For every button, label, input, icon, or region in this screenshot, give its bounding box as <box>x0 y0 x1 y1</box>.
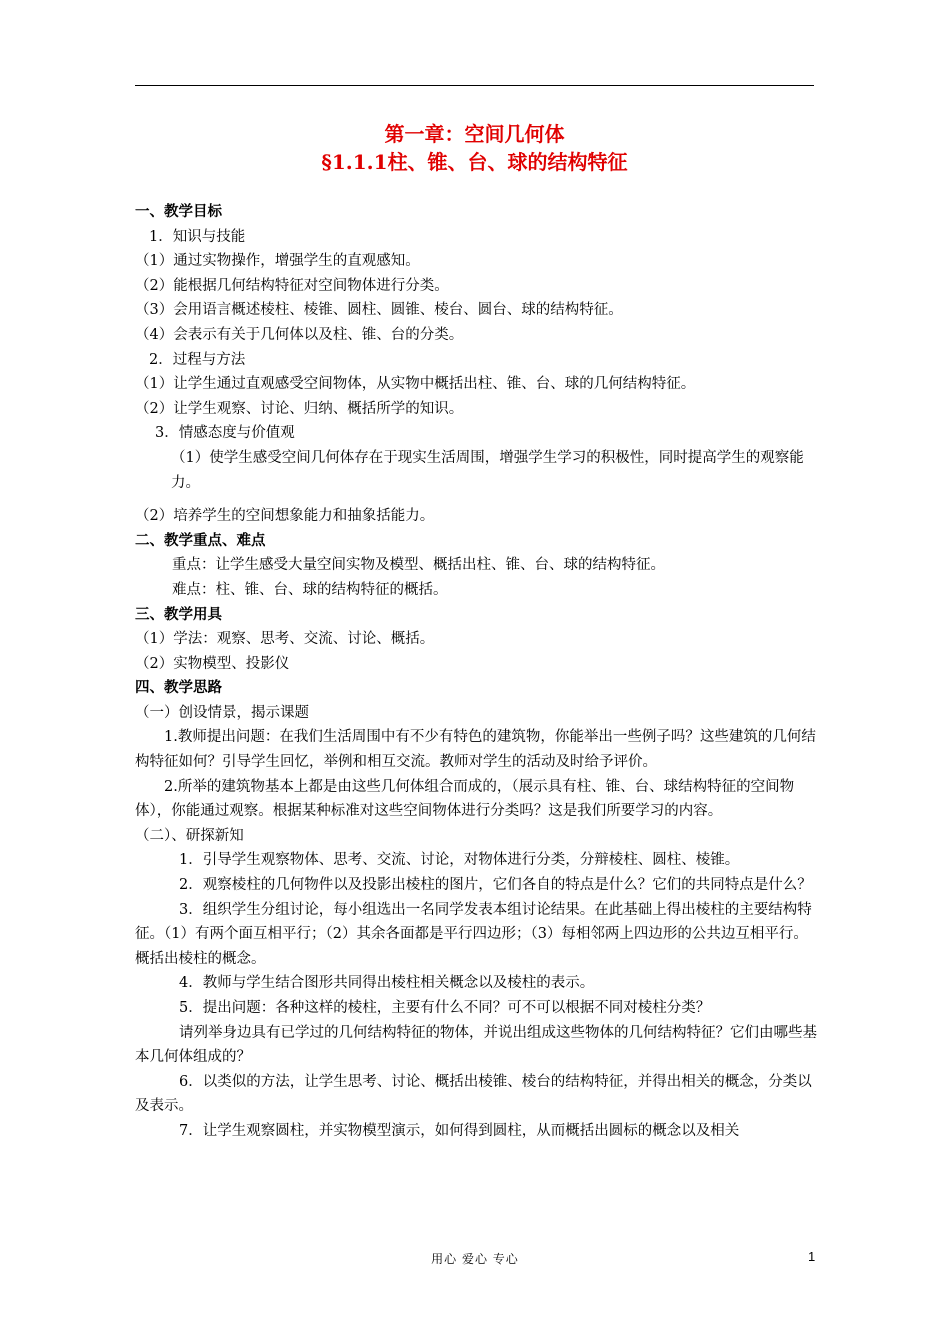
subheading-create-scenario: （一）创设情景，揭示课题 <box>135 704 309 721</box>
paragraph: 6．以类似的方法，让学生思考、讨论、概括出棱锥、棱台的结构特征，并得出相关的概念，分类以及表示。 <box>135 1073 812 1115</box>
document-body <box>135 200 820 1144</box>
list-item: （2）培养学生的空间想象能力和抽象括能力。 <box>135 508 435 525</box>
heading-key-difficult-points: 二、教学重点、难点 <box>135 531 266 549</box>
paragraph: 7．让学生观察圆柱，并实物模型演示，如何得到圆柱，从而概括出圆标的概念以及相关 <box>179 1122 740 1139</box>
paragraph: 1.教师提出问题：在我们生活周围中有不少有特色的建筑物，你能举出一些例子吗？这些建筑的几何结构特征如何？引导学生回忆，举例和相互交流。教师对学生的活动及时给予评价。 <box>135 729 816 771</box>
list-item: （3）会用语言概述棱柱、棱锥、圆柱、圆锥、棱台、圆台、球的结构特征。 <box>135 302 623 319</box>
paragraph: 请列举身边具有已学过的几何结构特征的物体，并说出组成这些物体的几何结构特征？它们由哪些基本几何体组成的？ <box>135 1024 817 1066</box>
subheading-emotion-values: 3．情感态度与价值观 <box>155 425 295 442</box>
chapter-title: 第一章：空间几何体 <box>384 122 565 146</box>
page-number: 1 <box>808 1249 816 1264</box>
paragraph: 2.所举的建筑物基本上都是由这些几何体组合而成的，（展示具有柱、锥、台、球结构特征的空间物体），你能通过观察。根据某种标准对这些空间物体进行分类吗？这是我们所要学习的内容。 <box>135 778 795 820</box>
heading-teaching-goals: 一、教学目标 <box>135 203 222 220</box>
list-item: （2）让学生观察、讨论、归纳、概括所学的知识。 <box>135 400 464 417</box>
section-title: §1.1.1柱、锥、台、球的结构特征 <box>321 150 628 174</box>
list-item: （1）让学生通过直观感受空间物体，从实物中概括出柱、锥、台、球的几何结构特征。 <box>135 376 696 393</box>
paragraph: 4．教师与学生结合图形共同得出棱柱相关概念以及棱柱的表示。 <box>179 975 595 992</box>
paragraph: 1．引导学生观察物体、思考、交流、讨论，对物体进行分类，分辩棱柱、圆柱、棱锥。 <box>179 852 740 869</box>
list-item: （1）通过实物操作，增强学生的直观感知。 <box>135 253 420 270</box>
paragraph: 2．观察棱柱的几何物件以及投影出棱柱的图片，它们各自的特点是什么？它们的共同特点是什么？ <box>179 877 812 894</box>
list-item: （4）会表示有关于几何体以及柱、锥、台的分类。 <box>135 326 464 343</box>
difficult-point: 难点：柱、锥、台、球的结构特征的概括。 <box>172 581 448 598</box>
list-item: （1）使学生感受空间几何体存在于现实生活周围，增强学生学习的积极性，同时提高学生的观察能力。 <box>171 449 804 491</box>
paragraph: 3．组织学生分组讨论，每小组选出一名同学发表本组讨论结果。在此基础上得出棱柱的主要结构特征。（1）有两个面互相平行；（2）其余各面都是平行四边形；（3）每相邻两上四边形的公共边互相平行。概括出棱柱的概念。 <box>135 901 812 967</box>
list-item: （2）实物模型、投影仪 <box>135 655 290 672</box>
list-item: （1）学法：观察、思考、交流、讨论、概括。 <box>135 631 435 648</box>
heading-teaching-tools: 三、教学用具 <box>135 605 222 623</box>
subheading-process-method: 2．过程与方法 <box>149 351 246 368</box>
subheading-knowledge-skills: 1．知识与技能 <box>149 228 246 245</box>
key-point: 重点：让学生感受大量空间实物及模型、概括出柱、锥、台、球的结构特征。 <box>172 557 665 574</box>
header-rule <box>135 85 814 86</box>
paragraph: 5．提出问题：各种这样的棱柱，主要有什么不同？可不可以根据不同对棱柱分类？ <box>179 1000 711 1016</box>
list-item: （2）能根据几何结构特征对空间物体进行分类。 <box>135 277 449 294</box>
footer-motto: 用心 爱心 专心 <box>431 1252 519 1266</box>
heading-teaching-approach: 四、教学思路 <box>135 679 222 697</box>
subheading-explore-new-knowledge: （二）、研探新知 <box>135 827 244 844</box>
